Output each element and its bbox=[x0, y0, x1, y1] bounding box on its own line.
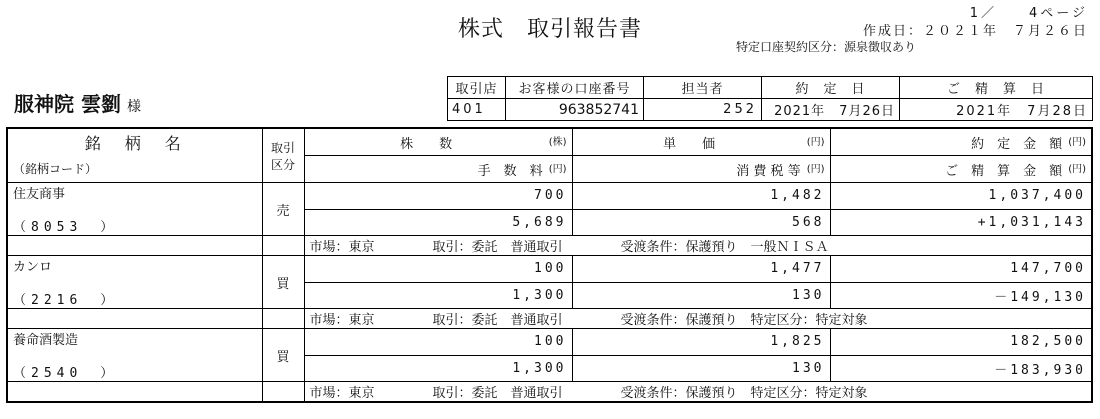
trade-date: 2021年 7月26日 bbox=[762, 99, 900, 121]
stock-cell bbox=[7, 256, 262, 309]
tax: 130 bbox=[572, 282, 830, 309]
stock-name: 養命酒製造 bbox=[13, 333, 79, 348]
col-price-label: 単 価 bbox=[663, 136, 716, 152]
settle-amount: －149,130 bbox=[830, 282, 1092, 309]
fee: 1,300 bbox=[304, 282, 572, 309]
trade-conditions bbox=[304, 382, 1092, 403]
col-shares-unit: (株) bbox=[548, 136, 567, 148]
trade-kind: 売 bbox=[262, 183, 304, 236]
stock-code: （2540 ） bbox=[13, 366, 119, 381]
trade-amount: 1,037,400 bbox=[830, 183, 1092, 210]
tax: 568 bbox=[572, 209, 830, 236]
branch-code: 401 bbox=[448, 99, 506, 121]
col-fee-unit: (円) bbox=[548, 163, 567, 175]
col-tax-label: 消 費 税 等 bbox=[736, 163, 801, 179]
col-amount-label: 約 定 金 額 bbox=[971, 136, 1063, 152]
table-row-meta bbox=[7, 236, 1092, 256]
table-row-meta bbox=[7, 382, 1092, 403]
table-row-meta bbox=[7, 309, 1092, 329]
col-price bbox=[572, 128, 830, 156]
label-trade-date: 約 定 日 bbox=[762, 77, 900, 99]
stock-cell bbox=[7, 183, 262, 236]
stock-code: （2216 ） bbox=[13, 293, 119, 308]
delivery-terms: 受渡条件：保護預り 一般ＮＩＳＡ bbox=[620, 240, 829, 255]
unit-price: 1,825 bbox=[572, 329, 830, 356]
client-honorific: 様 bbox=[126, 99, 141, 115]
col-settle bbox=[830, 156, 1092, 183]
tax: 130 bbox=[572, 355, 830, 382]
table-row bbox=[7, 183, 1092, 210]
col-kind: 取引区分 bbox=[262, 128, 304, 183]
client-name-text: 服神院 雲劉 bbox=[14, 92, 121, 116]
trade-kind: 買 bbox=[262, 329, 304, 382]
created-date: 作成日：２０２１年 ７月２６日 bbox=[862, 24, 1088, 39]
col-settle-label: ご 精 算 金 額 bbox=[945, 163, 1063, 179]
delivery-terms: 受渡条件：保護預り 特定区分：特定対象 bbox=[620, 386, 868, 401]
trade-type: 取引：委託 普通取引 bbox=[432, 313, 563, 328]
col-amount bbox=[830, 128, 1092, 156]
col-shares bbox=[304, 128, 572, 156]
table-row bbox=[7, 256, 1092, 283]
col-amount-unit: (円) bbox=[1068, 136, 1086, 148]
col-settle-unit: (円) bbox=[1068, 163, 1086, 175]
shares: 100 bbox=[304, 329, 572, 356]
market: 市場：東京 bbox=[309, 240, 375, 255]
col-fee bbox=[304, 156, 572, 183]
stock-cell bbox=[7, 329, 262, 382]
account-type: 特定口座契約区分：源泉徴収あり bbox=[735, 40, 916, 54]
trade-type: 取引：委託 普通取引 bbox=[432, 386, 563, 401]
trade-conditions bbox=[304, 309, 1092, 329]
trade-type: 取引：委託 普通取引 bbox=[432, 240, 563, 255]
trade-conditions bbox=[304, 236, 1092, 256]
settle-amount: +1,031,143 bbox=[830, 209, 1092, 236]
unit-price: 1,477 bbox=[572, 256, 830, 283]
stock-name: 住友商事 bbox=[13, 187, 66, 202]
col-code: （銘柄コード） bbox=[7, 156, 262, 183]
account-number: 963852741 bbox=[506, 99, 644, 121]
col-tax bbox=[572, 156, 830, 183]
col-price-unit: (円) bbox=[806, 136, 825, 148]
col-shares-label: 株 数 bbox=[400, 136, 453, 152]
settle-date: 2021年 7月28日 bbox=[900, 99, 1093, 121]
fee: 1,300 bbox=[304, 355, 572, 382]
shares: 100 bbox=[304, 256, 572, 283]
label-account-no: お客様の口座番号 bbox=[506, 77, 644, 99]
label-settle-date: ご 精 算 日 bbox=[900, 77, 1093, 99]
delivery-terms: 受渡条件：保護預り 特定区分：特定対象 bbox=[620, 313, 868, 328]
fee: 5,689 bbox=[304, 209, 572, 236]
col-fee-label: 手 数 料 bbox=[477, 163, 543, 179]
page-indicator: 1／ 4ページ bbox=[969, 6, 1088, 21]
stock-name: カンロ bbox=[13, 260, 53, 275]
shares: 700 bbox=[304, 183, 572, 210]
trades-table bbox=[6, 127, 1093, 403]
settle-amount: －183,930 bbox=[830, 355, 1092, 382]
trade-amount: 147,700 bbox=[830, 256, 1092, 283]
account-info-table bbox=[447, 76, 1093, 121]
table-row bbox=[7, 329, 1092, 356]
document-title: 株式 取引報告書 bbox=[457, 17, 642, 42]
col-tax-unit: (円) bbox=[806, 163, 825, 175]
client-name bbox=[14, 88, 141, 117]
trade-amount: 182,500 bbox=[830, 329, 1092, 356]
stock-code: （8053 ） bbox=[13, 220, 119, 235]
col-name: 銘 柄 名 bbox=[7, 128, 262, 156]
market: 市場：東京 bbox=[309, 313, 375, 328]
label-branch: 取引店 bbox=[448, 77, 506, 99]
trade-kind: 買 bbox=[262, 256, 304, 309]
market: 市場：東京 bbox=[309, 386, 375, 401]
staff-code: 252 bbox=[644, 99, 762, 121]
label-staff: 担当者 bbox=[644, 77, 762, 99]
unit-price: 1,482 bbox=[572, 183, 830, 210]
